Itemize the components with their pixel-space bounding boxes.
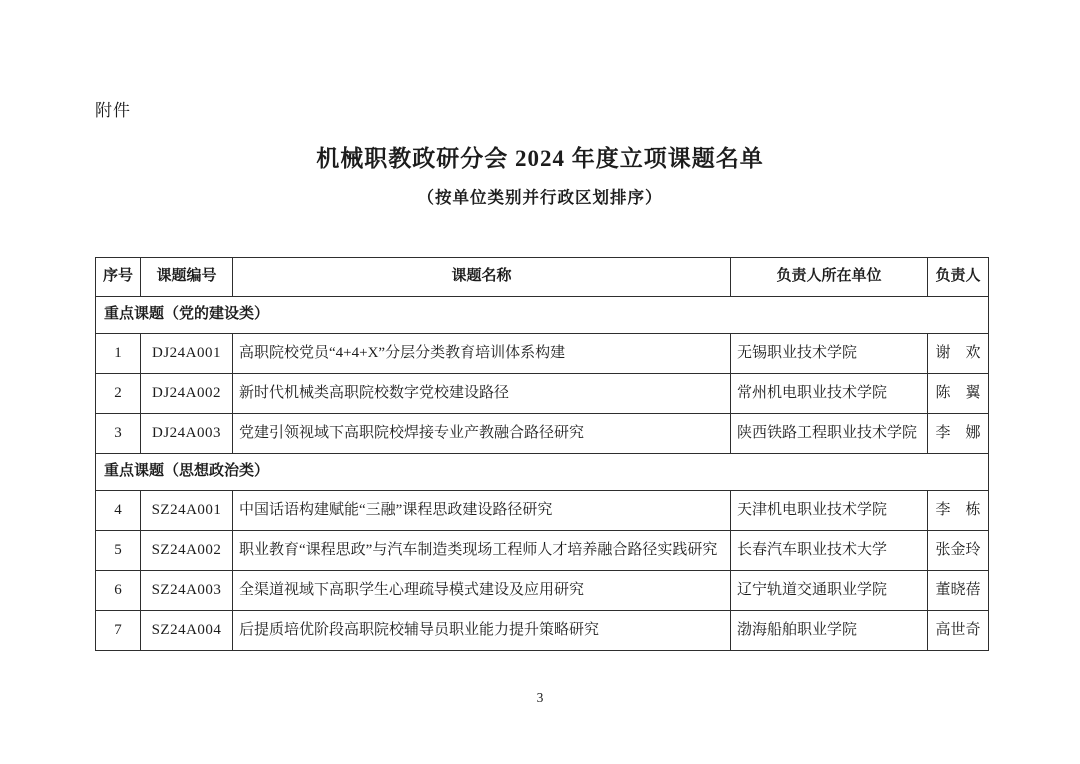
cell-name: 高职院校党员“4+4+X”分层分类教育培训体系构建 bbox=[233, 334, 731, 374]
header-name: 课题名称 bbox=[233, 258, 731, 297]
cell-no: 2 bbox=[96, 374, 141, 414]
section-title: 重点课题（党的建设类） bbox=[96, 297, 989, 334]
header-code: 课题编号 bbox=[141, 258, 233, 297]
cell-code: SZ24A002 bbox=[141, 531, 233, 571]
cell-unit: 长春汽车职业技术大学 bbox=[731, 531, 928, 571]
table-header-row bbox=[96, 258, 989, 297]
header-leader: 负责人 bbox=[928, 258, 989, 297]
table-row bbox=[96, 491, 989, 531]
cell-no: 3 bbox=[96, 414, 141, 454]
section-title: 重点课题（思想政治类） bbox=[96, 454, 989, 491]
table-row bbox=[96, 334, 989, 374]
cell-no: 1 bbox=[96, 334, 141, 374]
cell-name: 后提质培优阶段高职院校辅导员职业能力提升策略研究 bbox=[233, 611, 731, 651]
cell-unit: 渤海船舶职业学院 bbox=[731, 611, 928, 651]
cell-name: 中国话语构建赋能“三融”课程思政建设路径研究 bbox=[233, 491, 731, 531]
cell-no: 7 bbox=[96, 611, 141, 651]
page-subtitle: （按单位类别并行政区划排序） bbox=[417, 188, 663, 207]
attachment-label: 附件 bbox=[95, 101, 131, 120]
cell-code: SZ24A001 bbox=[141, 491, 233, 531]
cell-code: DJ24A002 bbox=[141, 374, 233, 414]
cell-unit: 无锡职业技术学院 bbox=[731, 334, 928, 374]
cell-unit: 陕西铁路工程职业技术学院 bbox=[731, 414, 928, 454]
table-row bbox=[96, 414, 989, 454]
table-body bbox=[96, 297, 989, 651]
cell-no: 5 bbox=[96, 531, 141, 571]
cell-unit: 常州机电职业技术学院 bbox=[731, 374, 928, 414]
page-title: 机械职教政研分会 2024 年度立项课题名单 bbox=[316, 146, 764, 171]
cell-leader: 张金玲 bbox=[928, 531, 989, 571]
cell-name: 全渠道视域下高职学生心理疏导模式建设及应用研究 bbox=[233, 571, 731, 611]
cell-code: DJ24A003 bbox=[141, 414, 233, 454]
cell-name: 新时代机械类高职院校数字党校建设路径 bbox=[233, 374, 731, 414]
cell-leader: 陈 翼 bbox=[928, 374, 989, 414]
section-header-row bbox=[96, 297, 989, 334]
cell-unit: 辽宁轨道交通职业学院 bbox=[731, 571, 928, 611]
cell-code: SZ24A003 bbox=[141, 571, 233, 611]
cell-no: 4 bbox=[96, 491, 141, 531]
table-row bbox=[96, 571, 989, 611]
cell-leader: 李 娜 bbox=[928, 414, 989, 454]
table-row bbox=[96, 374, 989, 414]
cell-leader: 董晓蓓 bbox=[928, 571, 989, 611]
table-row bbox=[96, 531, 989, 571]
header-no: 序号 bbox=[96, 258, 141, 297]
page-number: 3 bbox=[536, 690, 544, 705]
project-table bbox=[95, 257, 989, 651]
cell-leader: 高世奇 bbox=[928, 611, 989, 651]
table-row bbox=[96, 611, 989, 651]
cell-name: 党建引领视域下高职院校焊接专业产教融合路径研究 bbox=[233, 414, 731, 454]
section-header-row bbox=[96, 454, 989, 491]
header-unit: 负责人所在单位 bbox=[731, 258, 928, 297]
cell-name: 职业教育“课程思政”与汽车制造类现场工程师人才培养融合路径实践研究 bbox=[233, 531, 731, 571]
cell-code: SZ24A004 bbox=[141, 611, 233, 651]
cell-leader: 谢 欢 bbox=[928, 334, 989, 374]
cell-code: DJ24A001 bbox=[141, 334, 233, 374]
cell-no: 6 bbox=[96, 571, 141, 611]
cell-unit: 天津机电职业技术学院 bbox=[731, 491, 928, 531]
cell-leader: 李 栋 bbox=[928, 491, 989, 531]
